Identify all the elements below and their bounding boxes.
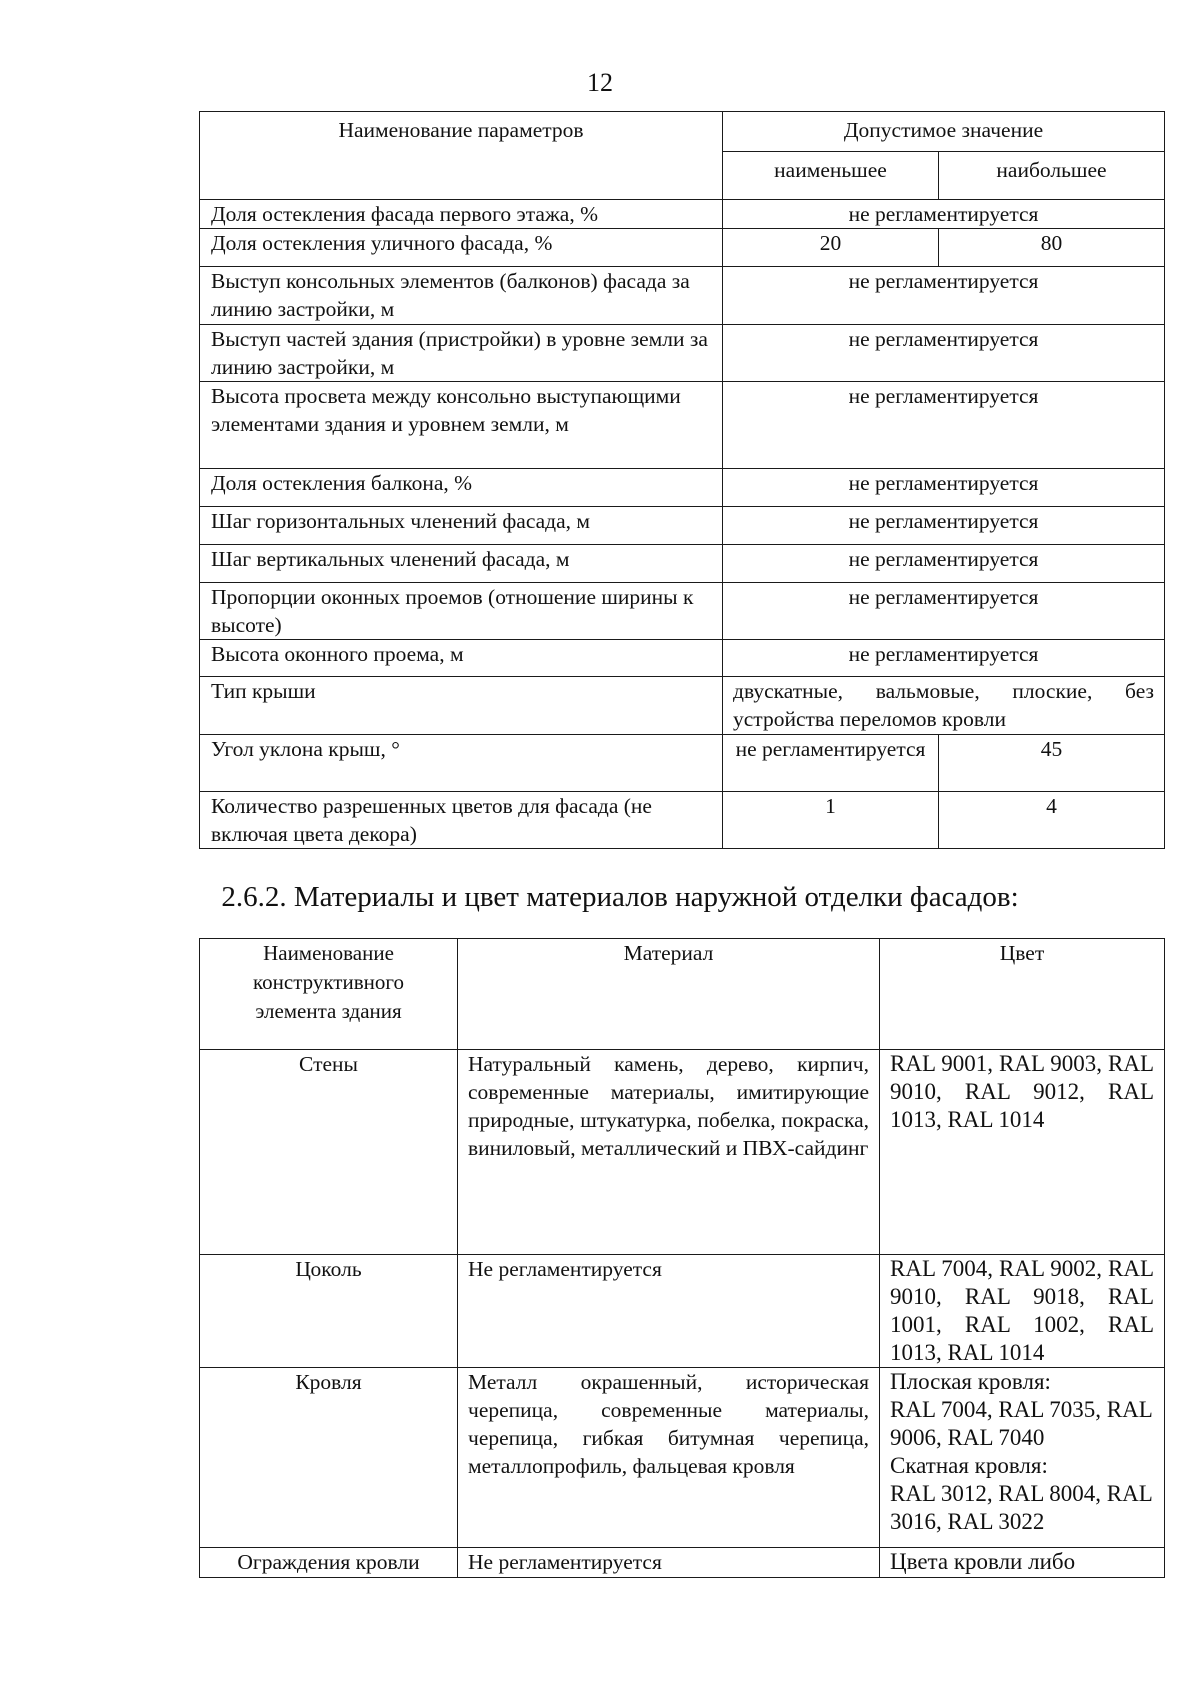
header-allowed: Допустимое значение bbox=[723, 112, 1165, 152]
param-value: не регламентируется bbox=[723, 583, 1165, 640]
element-material: Не регламентируется bbox=[458, 1548, 880, 1578]
table-row bbox=[200, 545, 1165, 583]
table-row bbox=[200, 469, 1165, 507]
param-name: Доля остекления фасада первого этажа, % bbox=[200, 200, 723, 229]
element-name: Ограждения кровли bbox=[200, 1548, 458, 1578]
table-row bbox=[200, 792, 1165, 849]
param-value: не регламентируется bbox=[723, 267, 1165, 325]
table-row bbox=[200, 382, 1165, 469]
table-row bbox=[200, 229, 1165, 267]
header-color: Цвет bbox=[880, 939, 1165, 1050]
param-value: не регламентируется bbox=[723, 382, 1165, 469]
table-row bbox=[200, 267, 1165, 325]
element-material: Не регламентируется bbox=[458, 1255, 880, 1368]
table-row bbox=[200, 325, 1165, 382]
table-row bbox=[200, 677, 1165, 735]
header-max: наибольшее bbox=[939, 152, 1165, 200]
param-max: 80 bbox=[939, 229, 1165, 267]
element-color: RAL 9001, RAL 9003, RAL 9010, RAL 9012, RAL 1013, RAL 1014 bbox=[880, 1050, 1165, 1255]
color-flat-label: Плоская кровля: bbox=[890, 1369, 1051, 1394]
element-color: Цвета кровли либо bbox=[880, 1548, 1165, 1578]
param-name: Выступ частей здания (пристройки) в уровне земли за линию застройки, м bbox=[200, 325, 723, 382]
param-name: Доля остекления балкона, % bbox=[200, 469, 723, 507]
param-value: не регламентируется bbox=[723, 640, 1165, 677]
param-name: Высота оконного проема, м bbox=[200, 640, 723, 677]
section-title: 2.6.2. Материалы и цвет материалов наружной отделки фасадов: bbox=[221, 881, 1019, 913]
param-value: двускатные, вальмовые, плоские, без устройства переломов кровли bbox=[723, 677, 1165, 735]
param-value: не регламентируется bbox=[723, 325, 1165, 382]
table-row bbox=[200, 1050, 1165, 1255]
param-max: 4 bbox=[939, 792, 1165, 849]
param-value: не регламентируется bbox=[723, 507, 1165, 545]
param-name: Количество разрешенных цветов для фасада (не включая цвета декора) bbox=[200, 792, 723, 849]
table-row bbox=[200, 1368, 1165, 1548]
facade-materials-table bbox=[199, 938, 1165, 1578]
param-name: Доля остекления уличного фасада, % bbox=[200, 229, 723, 267]
table-row bbox=[200, 1255, 1165, 1368]
header-material: Материал bbox=[458, 939, 880, 1050]
table-row bbox=[200, 200, 1165, 229]
header-min: наименьшее bbox=[723, 152, 939, 200]
facade-parameters-table bbox=[199, 111, 1165, 849]
param-min: не регламентируется bbox=[723, 735, 939, 792]
element-color: RAL 7004, RAL 9002, RAL 9010, RAL 9018, RAL 1001, RAL 1002, RAL 1013, RAL 1014 bbox=[880, 1255, 1165, 1368]
param-value: не регламентируется bbox=[723, 545, 1165, 583]
table-row bbox=[200, 507, 1165, 545]
param-name: Угол уклона крыш, ° bbox=[200, 735, 723, 792]
param-min: 20 bbox=[723, 229, 939, 267]
header-param: Наименование параметров bbox=[200, 112, 723, 200]
color-pitched-label: Скатная кровля: bbox=[890, 1453, 1048, 1478]
color-flat: RAL 7004, RAL 7035, RAL 9006, RAL 7040 bbox=[890, 1397, 1152, 1450]
param-name: Высота просвета между консольно выступающими элементами здания и уровнем земли, м bbox=[200, 382, 723, 469]
element-name: Стены bbox=[200, 1050, 458, 1255]
param-name: Тип крыши bbox=[200, 677, 723, 735]
param-value: не регламентируется bbox=[723, 200, 1165, 229]
element-name: Кровля bbox=[200, 1368, 458, 1548]
table-row bbox=[200, 640, 1165, 677]
param-name: Шаг горизонтальных членений фасада, м bbox=[200, 507, 723, 545]
element-material: Натуральный камень, дерево, кирпич, современные материалы, имитирующие природные, штукатурка, побелка, покраска, виниловый, металлический и ПВХ-сайдинг bbox=[458, 1050, 880, 1255]
header-element: Наименование конструктивного элемента здания bbox=[200, 939, 458, 1050]
param-value: не регламентируется bbox=[723, 469, 1165, 507]
table-row bbox=[200, 1548, 1165, 1578]
param-min: 1 bbox=[723, 792, 939, 849]
table-row bbox=[200, 735, 1165, 792]
param-max: 45 bbox=[939, 735, 1165, 792]
param-name: Пропорции оконных проемов (отношение ширины к высоте) bbox=[200, 583, 723, 640]
table-row bbox=[200, 583, 1165, 640]
page-number: 12 bbox=[587, 68, 613, 97]
element-color bbox=[880, 1368, 1165, 1548]
param-name: Шаг вертикальных членений фасада, м bbox=[200, 545, 723, 583]
param-name: Выступ консольных элементов (балконов) фасада за линию застройки, м bbox=[200, 267, 723, 325]
color-pitched: RAL 3012, RAL 8004, RAL 3016, RAL 3022 bbox=[890, 1481, 1152, 1534]
element-name: Цоколь bbox=[200, 1255, 458, 1368]
element-material: Металл окрашенный, историческая черепица, современные материалы, черепица, гибкая битумная черепица, металлопрофиль, фальцевая кровля bbox=[458, 1368, 880, 1548]
